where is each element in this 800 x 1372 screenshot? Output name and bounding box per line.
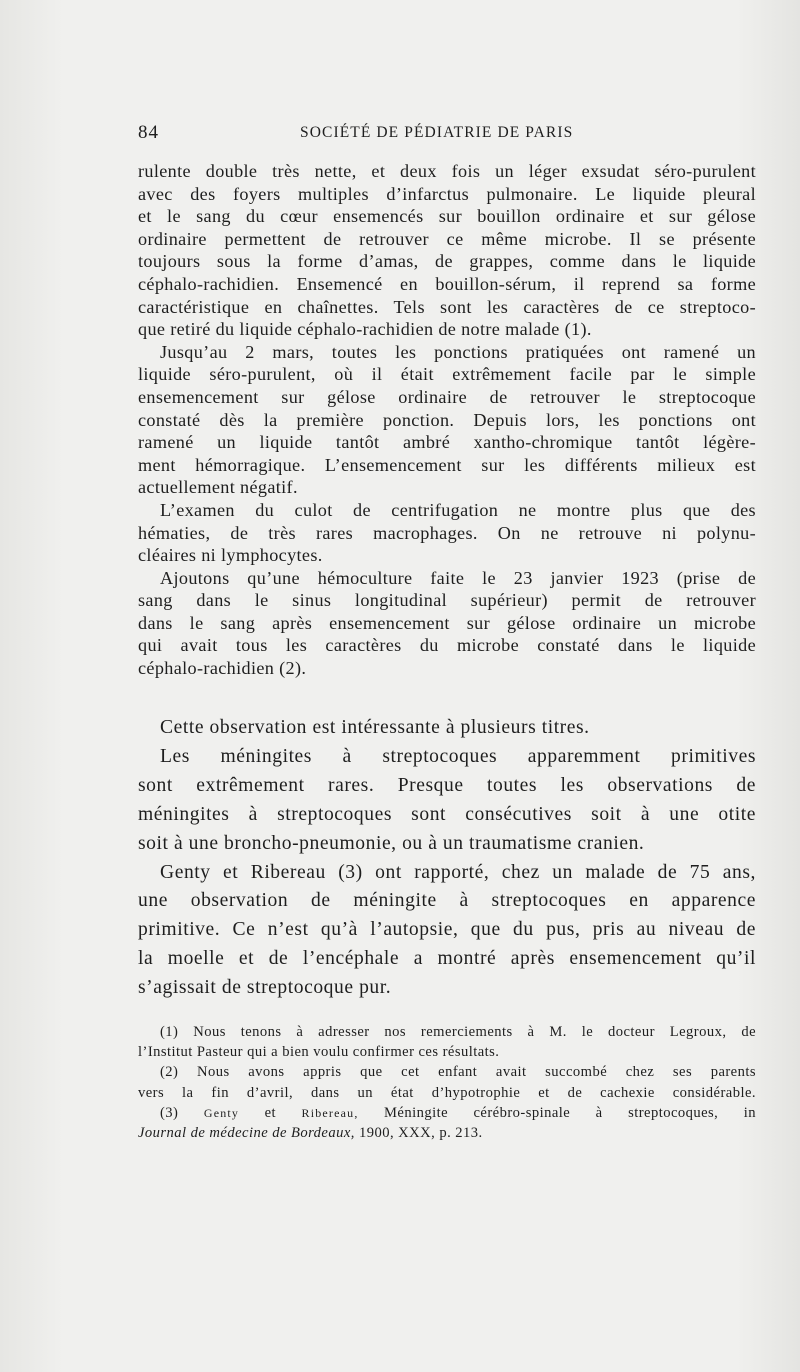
- text-line: avec des foyers multiples d’infarctus pulmonaire. Le liquide pleural: [138, 183, 756, 204]
- text-line: qui avait tous les caractères du microbe constaté dans le liquide: [138, 635, 756, 656]
- text-line: céphalo-rachidien. Ensemencé en bouillon-sérum, il reprend sa forme: [138, 273, 756, 294]
- text-line: dans le sang après ensemencement sur gélose ordinaire un microbe: [138, 612, 756, 633]
- footnote-3-journal: Journal de médecine de Bordeaux,: [138, 1125, 355, 1142]
- text-line: ment hémorragique. L’ensemencement sur les différents milieux est: [138, 454, 756, 475]
- text-line: céphalo-rachidien (2).: [138, 658, 307, 679]
- text-line: que retiré du liquide céphalo-rachidien de notre malade (1).: [138, 319, 592, 340]
- text-line: rulente double très nette, et deux fois un léger exsudat séro-purulent: [138, 161, 756, 181]
- page-number: 84: [138, 122, 159, 143]
- text-line: et le sang du cœur ensemencés sur bouillon ordinaire et sur gélose: [138, 206, 756, 227]
- running-title: SOCIÉTÉ DE PÉDIATRIE DE PARIS: [300, 124, 574, 141]
- footnote-3-title: Méningite cérébro-spinale à streptocoques, in: [384, 1104, 756, 1121]
- text-line: Les méningites à streptocoques apparemment primitives: [160, 745, 756, 767]
- text-line: constaté dès la première ponction. Depuis lors, les ponctions ont: [138, 409, 756, 430]
- text-line: toujours sous la forme d’amas, de grappes, comme dans le liquide: [138, 251, 756, 272]
- footnote-3-author: Genty: [203, 1105, 240, 1120]
- footnote-2-line: (2) Nous avons appris que cet enfant avait succombé chez ses parents: [160, 1064, 756, 1081]
- footnote-3-number: (3): [160, 1104, 179, 1121]
- text-line: primitive. Ce n’est qu’à l’autopsie, que du pus, pris au niveau de: [138, 919, 756, 941]
- text-line: cléaires ni lymphocytes.: [138, 545, 323, 566]
- text-line: méningites à streptocoques sont consécutives soit à une otite: [138, 803, 756, 825]
- text-line: actuellement négatif.: [138, 477, 298, 498]
- text-line: sont extrêmement rares. Presque toutes les observations de: [138, 774, 756, 796]
- text-line: s’agissait de streptocoque pur.: [138, 977, 392, 999]
- text-line: Cette observation est intéressante à plusieurs titres.: [160, 717, 590, 738]
- text-line: Ajoutons qu’une hémoculture faite le 23 janvier 1923 (prise de: [160, 567, 756, 588]
- page-header: [138, 122, 648, 146]
- text-line: hématies, de très rares macrophages. On ne retrouve ni polynu-: [138, 522, 756, 543]
- text-line: liquide séro-purulent, où il était extrêmement facile par le simple: [138, 364, 756, 385]
- text-line: soit à une broncho-pneumonie, ou à un traumatisme cranien.: [138, 832, 645, 854]
- text-line: ramené un liquide tantôt ambré xantho-chromique tantôt légère-: [138, 432, 756, 453]
- footnote-2-line: vers la fin d’avril, dans un état d’hypotrophie et de cachexie considérable.: [138, 1084, 756, 1101]
- text-line: ordinaire permettent de retrouver ce même microbe. Il se présente: [138, 228, 756, 249]
- text-line: ensemencement sur gélose ordinaire de retrouver le streptocoque: [138, 386, 756, 407]
- text-line: Genty et Ribereau (3) ont rapporté, chez un malade de 75 ans,: [160, 861, 756, 883]
- footnote-3-line: [138, 1123, 756, 1143]
- footnotes: [138, 1022, 756, 1143]
- footnote-3-conjunction: et: [264, 1104, 277, 1121]
- text-line: sang dans le sinus longitudinal supérieur) permit de retrouver: [138, 590, 756, 611]
- text-line: L’examen du culot de centrifugation ne montre plus que des: [160, 499, 756, 520]
- text-line: une observation de méningite à streptocoques en apparence: [138, 890, 756, 912]
- footnote-3-author: Ribereau,: [301, 1105, 359, 1120]
- text-line: caractéristique en chaînettes. Tels sont les caractères de ce streptoco-: [138, 296, 756, 317]
- footnote-3-reference: 1900, XXX, p. 213.: [359, 1125, 483, 1142]
- text-line: la moelle et de l’encéphale a montré après ensemencement qu’il: [138, 948, 756, 970]
- footnote-3-line: [138, 1103, 756, 1123]
- observation-text: [138, 160, 756, 680]
- footnote-1-line: l’Institut Pasteur qui a bien voulu confirmer ces résultats.: [138, 1044, 500, 1061]
- footnote-1-line: (1) Nous tenons à adresser nos remerciements à M. le docteur Legroux, de: [160, 1024, 756, 1040]
- discussion-text: [138, 714, 756, 1003]
- text-line: Jusqu’au 2 mars, toutes les ponctions pratiquées ont ramené un: [160, 341, 756, 362]
